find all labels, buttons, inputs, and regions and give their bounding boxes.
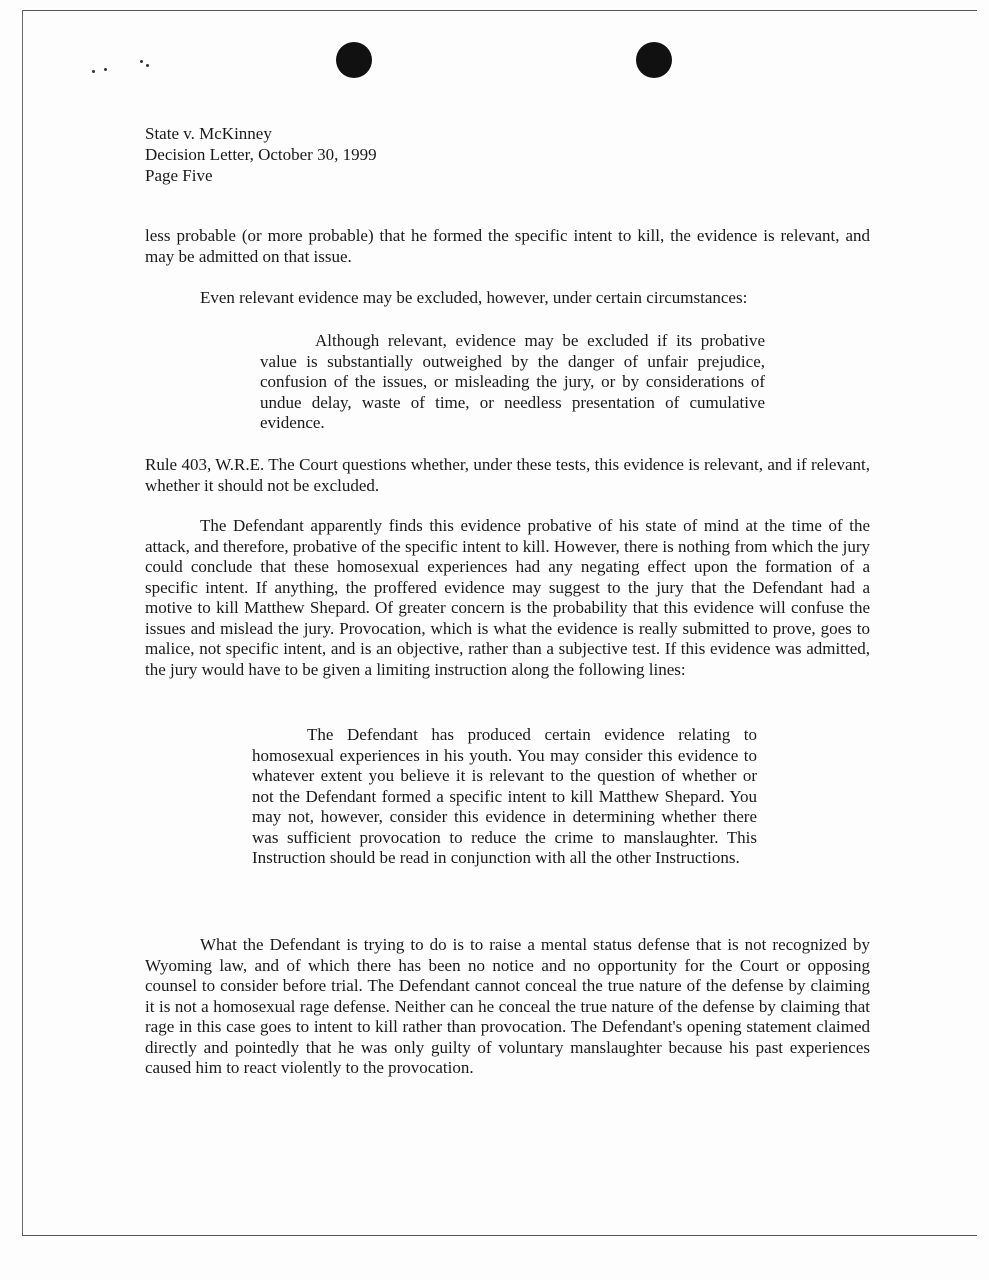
paragraph-relevance-conclusion: less probable (or more probable) that he formed the specific intent to kill, the evidence is relevant, and may be admitted on that issue. xyxy=(145,226,870,266)
block-quote-rule-403: Although relevant, evidence may be excluded if its probative value is substantially outweighed by the danger of unfair prejudice, confusion of the issues, or misleading the jury, or by considerations of undue delay, waste of time, or needless presentation of cumulative evidence. xyxy=(260,331,765,432)
punch-hole-right xyxy=(636,42,672,78)
scan-speck xyxy=(140,60,143,63)
letter-header xyxy=(145,123,377,186)
page-border-left xyxy=(22,10,23,1235)
scan-speck xyxy=(92,70,95,73)
paragraph-rule-403-citation: Rule 403, W.R.E. The Court questions whether, under these tests, this evidence is relevant, and if relevant, whether it should not be excluded. xyxy=(145,455,870,495)
block-quote-limiting-instruction: The Defendant has produced certain evidence relating to homosexual experiences in his youth. You may consider this evidence to whatever extent you believe it is relevant to the question of whether or not the Defendant formed a specific intent to kill Matthew Shepard. You may not, however, consider this evidence in determining whether there was sufficient provocation to reduce the crime to manslaughter. This Instruction should be read in conjunction with all the other Instructions. xyxy=(252,725,757,867)
scan-speck xyxy=(104,68,107,71)
page-border-top xyxy=(22,10,977,11)
scan-speck xyxy=(146,64,149,67)
decision-letter-date: Decision Letter, October 30, 1999 xyxy=(145,145,377,164)
page-number: Page Five xyxy=(145,166,213,185)
punch-hole-left xyxy=(336,42,372,78)
paragraph-defendant-argument: The Defendant apparently finds this evidence probative of his state of mind at the time of the attack, and therefore, probative of the specific intent to kill. However, there is nothing from which the jury could conclude that these homosexual experiences had any negating effect upon the formation of a specific intent. If anything, the proffered evidence may suggest to the jury that the Defendant had a motive to kill Matthew Shepard. Of greater concern is the probability that this evidence will confuse the issues and mislead the jury. Provocation, which is what the evidence is really submitted to prove, goes to malice, not specific intent, and is an objective, rather than a subjective test. If this evidence was admitted, the jury would have to be given a limiting instruction along the following lines: xyxy=(145,516,870,679)
paragraph-mental-status-defense: What the Defendant is trying to do is to raise a mental status defense that is not recognized by Wyoming law, and of which there has been no notice and no opportunity for the Court or opposing counsel to consider before trial. The Defendant cannot conceal the true nature of the defense by claiming it is not a homosexual rage defense. Neither can he conceal the true nature of the defense by claiming that rage in this case goes to intent to kill rather than provocation. The Defendant's opening statement claimed directly and pointedly that he was only guilty of voluntary manslaughter because his past experiences caused him to react violently to the provocation. xyxy=(145,935,870,1077)
case-title: State v. McKinney xyxy=(145,124,272,143)
paragraph-exclusion-intro: Even relevant evidence may be excluded, however, under certain circumstances: xyxy=(200,288,748,307)
page-border-bottom xyxy=(22,1235,977,1236)
